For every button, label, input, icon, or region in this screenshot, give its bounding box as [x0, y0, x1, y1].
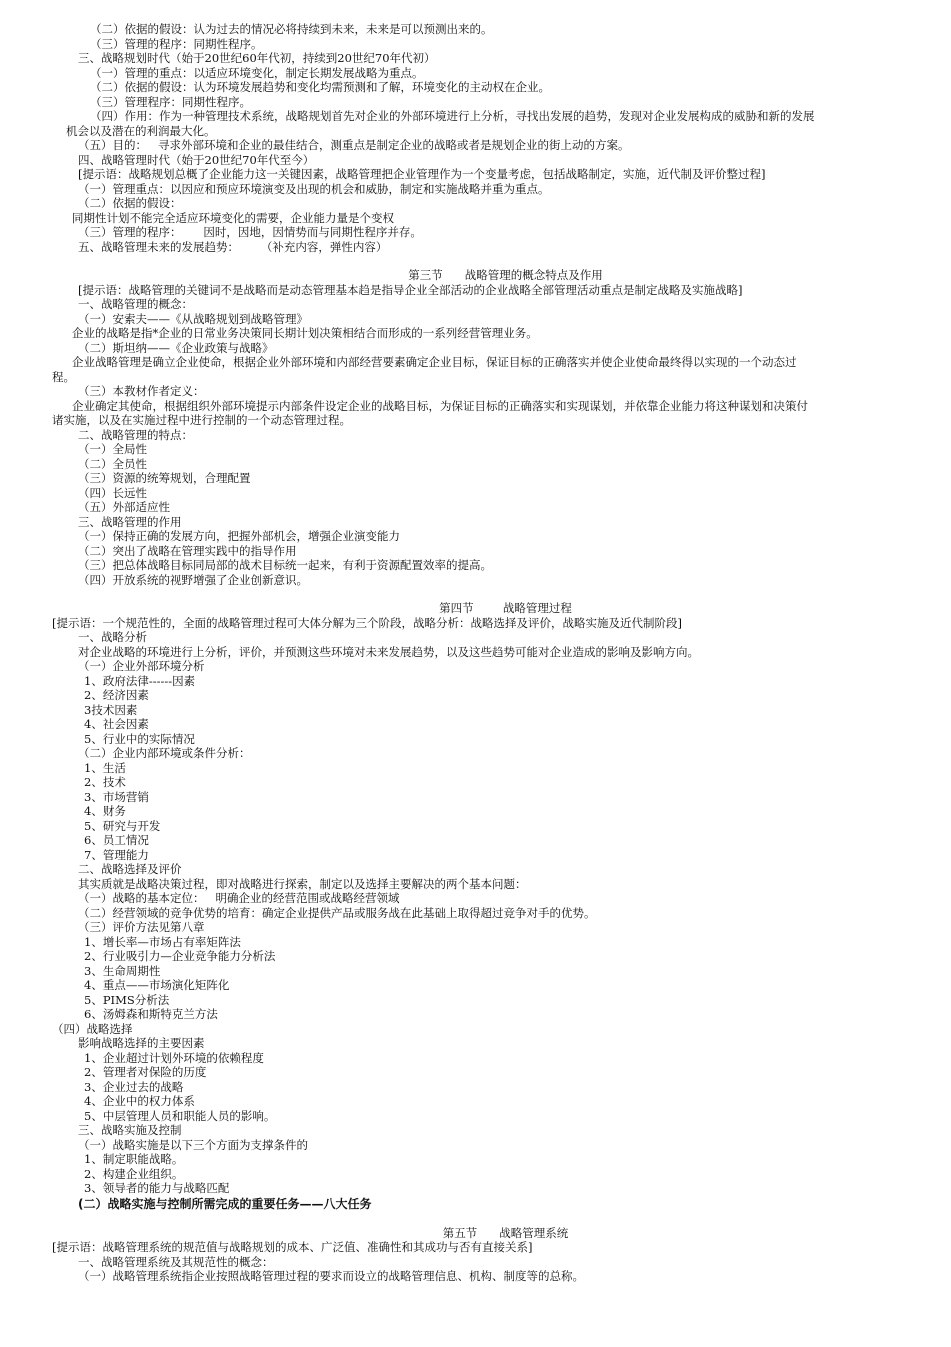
text-line: (二）战略实施与控制所需完成的重要任务——八大任务 — [78, 1196, 372, 1211]
text-line: [提示语：一个规范性的，全面的战略管理过程可大体分解为三个阶段，战略分析：战略选择及评价，战略实施及近代制阶段] — [52, 615, 682, 630]
text-line: 3、市场营销 — [84, 789, 149, 804]
text-line: （四）开放系统的视野增强了企业创新意识。 — [78, 572, 308, 587]
text-line: 6、员工情况 — [84, 833, 149, 847]
text-line: （二）依据的假设：认为环境发展趋势和变化均需预测和了解，环境变化的主动权在企业。 — [90, 80, 550, 94]
text-line: （一）保持正确的发展方向，把握外部机会，增强企业演变能力 — [78, 529, 400, 543]
text-line: 诸实施，以及在实施过程中进行控制的一个动态管理过程。 — [52, 413, 351, 427]
text-line: （二）全员性 — [78, 456, 147, 471]
text-line: 三、战略实施及控制 — [78, 1123, 182, 1137]
text-line: （一）战略实施是以下三个方面为支撑条件的 — [78, 1137, 308, 1152]
text-line: （五）目的： 寻求外部环境和企业的最佳结合，测重点是制定企业的战略或者是规划企业的街上动的方案。 — [78, 138, 630, 152]
text-line: （四）作用：作为一种管理技术系统，战略规划首先对企业的外部环境进行上分析，寻找出发展的趋势，发现对企业发展构成的威胁和新的发展 — [90, 109, 815, 123]
text-line: （一）管理重点：以因应和预应环境演变及出现的机会和威胁，制定和实施战略并重为重点。 — [78, 181, 550, 196]
text-line: （三）资源的统筹规划，合理配置 — [78, 471, 251, 485]
text-line: 一、战略管理的概念： — [78, 297, 193, 311]
text-line: （四）战略选择 — [52, 1021, 133, 1036]
text-line: 3、企业过去的战略 — [84, 1079, 184, 1094]
text-line: （三）评价方法见第八章 — [78, 920, 205, 934]
text-line: 三、战略管理的作用 — [78, 514, 182, 529]
text-line: 企业的战略是指*企业的日常业务决策同长期计划决策相结合而形成的一系列经营管理业务。 — [72, 326, 538, 340]
text-line: 5、中层管理人员和职能人员的影响。 — [84, 1108, 276, 1123]
text-line: 四、战略管理时代（始于20世纪70年代至今） — [78, 152, 315, 167]
text-line: （一）安索夫——《从战略规划到战略管理》 — [78, 311, 308, 326]
text-line: （三）管理的程序： 因时，因地，因情势而与同期性程序并存。 — [78, 225, 422, 239]
text-line: （三）管理程序：同期性程序。 — [90, 94, 251, 109]
text-line: 1、生活 — [84, 760, 126, 775]
text-line: （二）企业内部环境或条件分析： — [78, 746, 251, 760]
text-line: 企业确定其使命，根据组织外部环境提示内部条件设定企业的战略目标，为保证目标的正确落实和实现谋划，并依靠企业能力将这种谋划和决策付 — [72, 398, 808, 413]
text-line: （二）经营领域的竞争优势的培育：确定企业提供产品或服务战在此基础上取得超过竞争对手的优势。 — [78, 905, 596, 920]
text-line: 1、制定职能战略。 — [84, 1152, 184, 1166]
text-line: （一）管理的重点：以适应环境变化，制定长期发展战略为重点。 — [90, 65, 424, 80]
section-heading: 第四节 战略管理过程 — [439, 601, 572, 615]
text-line: 二、战略选择及评价 — [78, 862, 182, 876]
text-line: 1、政府法律------因素 — [84, 673, 196, 688]
text-line: 1、企业超过计划外环境的依赖程度 — [84, 1050, 264, 1065]
text-line: [提示语：战略管理系统的规范值与战略规划的成本、广泛值、准确性和其成功与否有直接关系] — [52, 1240, 533, 1254]
text-line: （五）外部适应性 — [78, 500, 170, 514]
text-line: 6、汤姆森和斯特克兰方法 — [84, 1007, 218, 1021]
text-line: 一、战略管理系统及其规范性的概念： — [78, 1254, 274, 1269]
text-line: （二）依据的假设： — [78, 196, 182, 210]
text-line: 5、行业中的实际情况 — [84, 731, 195, 746]
text-line: （一）战略的基本定位： 明确企业的经营范围或战略经营领域 — [78, 891, 400, 905]
text-line: 企业战略管理是确立企业使命，根据企业外部环境和内部经营要素确定企业目标，保证目标的正确落实并使企业使命最终得以实现的一个动态过 — [72, 355, 797, 369]
text-line: [提示语：战略管理的关键词不是战略而是动态管理基本趋是指导企业全部活动的企业战略全部管理活动重点是制定战略及实施战略] — [78, 282, 743, 297]
text-line: 2、构建企业组织。 — [84, 1166, 184, 1181]
text-line: 5、研究与开发 — [84, 818, 161, 833]
section-heading: 第五节 战略管理系统 — [442, 1225, 569, 1240]
text-line: （一）战略管理系统指企业按照战略管理过程的要求而设立的战略管理信息、机构、制度等的总称。 — [78, 1269, 584, 1283]
text-line: 对企业战略的环境进行上分析，评价，并预测这些环境对未来发展趋势，以及这些趋势可能对企业造成的影响及影响方向。 — [78, 644, 699, 659]
text-line: 3、领导者的能力与战略匹配 — [84, 1181, 230, 1195]
text-line: 其实质就是战略决策过程，即对战略进行探索，制定以及选择主要解决的两个基本问题： — [78, 876, 527, 891]
text-line: 5、PIMS分析法 — [84, 992, 170, 1007]
text-line: 影响战略选择的主要因素 — [78, 1036, 205, 1050]
text-line: （一）全局性 — [78, 442, 147, 456]
section-heading: 第三节 战略管理的概念特点及作用 — [408, 268, 603, 282]
text-line: （二）突出了战略在管理实践中的指导作用 — [78, 543, 297, 558]
text-line: 4、社会因素 — [84, 717, 149, 731]
document-page — [0, 22, 951, 1284]
text-line: 1、增长率—市场占有率矩阵法 — [84, 934, 241, 949]
text-line: 一、战略分析 — [78, 630, 147, 644]
text-line: 2、行业吸引力—企业竞争能力分析法 — [84, 949, 276, 963]
text-line: [提示语：战略规划总概了企业能力这一关键因素，战略管理把企业管理作为一个变量考虑，包括战略制定，实施，近代制及评价整过程] — [78, 167, 766, 181]
text-line: 3、生命周期性 — [84, 963, 161, 978]
text-line: 2、技术 — [84, 775, 126, 789]
text-line: 五、战略管理未来的发展趋势： （补充内容，弹性内容） — [78, 239, 388, 254]
text-line: （三）本教材作者定义： — [78, 384, 205, 398]
text-line: 3技术因素 — [84, 702, 138, 717]
text-line: 机会以及潜在的利润最大化。 — [66, 123, 216, 138]
text-line: 4、重点——市场演化矩阵化 — [84, 978, 230, 992]
text-line: （三）管理的程序：同期性程序。 — [90, 36, 263, 51]
text-line: （一）企业外部环境分析 — [78, 659, 205, 673]
text-line: （四）长远性 — [78, 485, 147, 500]
text-line: 同期性计划不能完全适应环境变化的需要，企业能力量是个变权 — [72, 210, 394, 225]
text-line: 4、企业中的权力体系 — [84, 1094, 195, 1108]
text-line: 7、管理能力 — [84, 847, 149, 862]
text-line: 三、战略规划时代（始于20世纪60年代初，持续到20世纪70年代初） — [78, 51, 436, 65]
text-line: （二）依据的假设：认为过去的情况必将持续到未来，未来是可以预测出来的。 — [90, 22, 493, 36]
text-line: 4、财务 — [84, 804, 126, 818]
text-line: 2、经济因素 — [84, 688, 149, 702]
text-line: 2、管理者对保险的历度 — [84, 1065, 207, 1079]
text-line: （三）把总体战略目标同局部的战术目标统一起来，有利于资源配置效率的提高。 — [78, 558, 492, 572]
text-line: 程。 — [52, 369, 75, 384]
text-line: （二）斯坦纳——《企业政策与战略》 — [78, 340, 274, 355]
text-line: 二、战略管理的特点： — [78, 427, 193, 442]
